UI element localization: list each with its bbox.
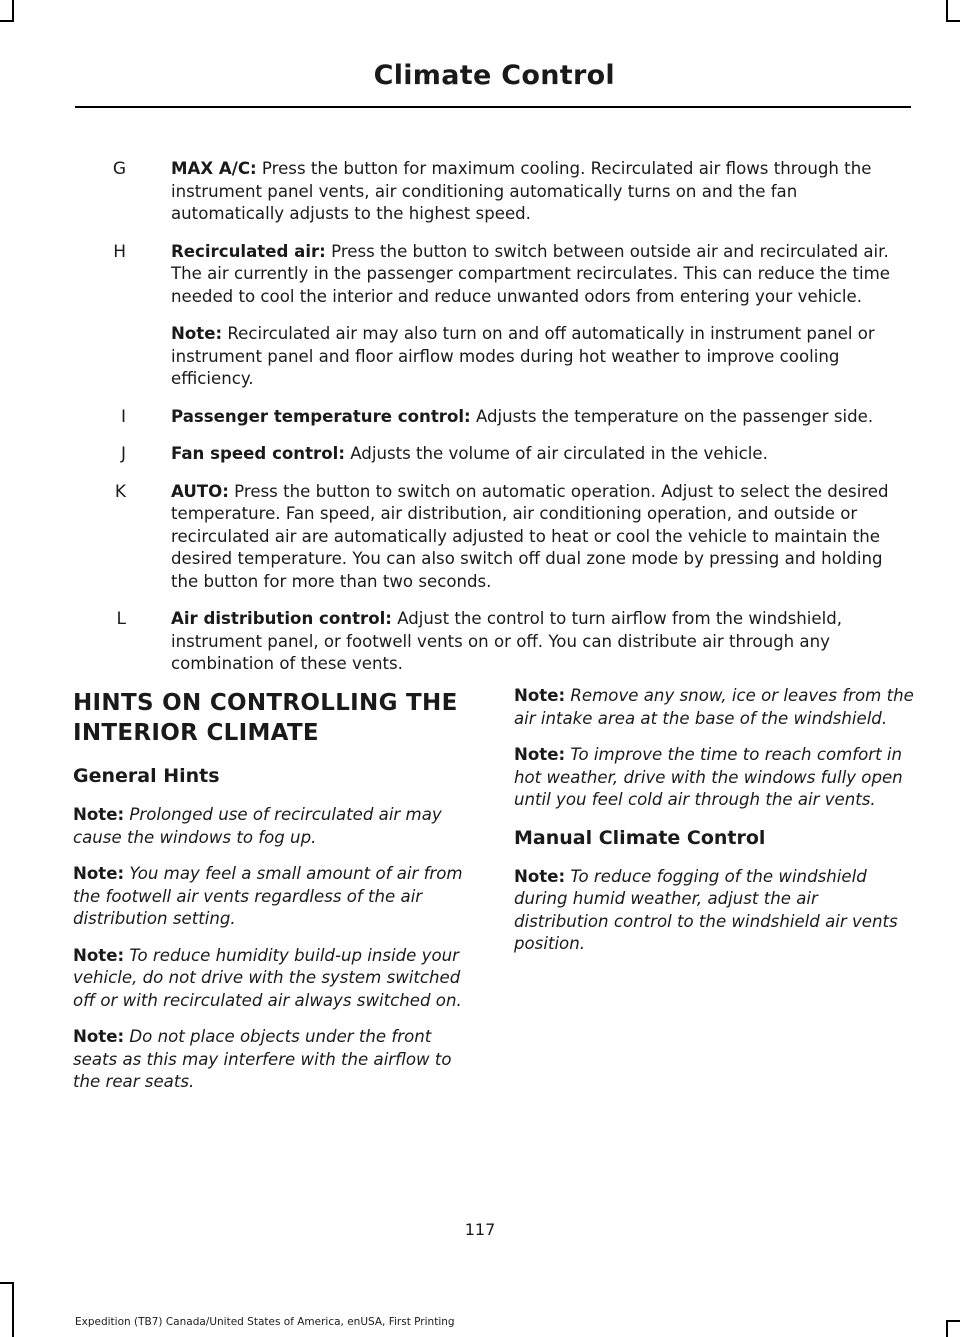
note-text: You may feel a small amount of air from the footwell air vents regardless of the air distribution setting.	[73, 864, 463, 928]
note-paragraph	[514, 744, 914, 812]
note-text: To improve the time to reach comfort in hot weather, drive with the windows fully open until you feel cold air through the air vents.	[514, 745, 903, 809]
definition-text	[171, 158, 902, 226]
definition-term: Recirculated air:	[171, 241, 326, 261]
definition-item-g	[80, 158, 902, 226]
definition-text	[171, 608, 902, 676]
crop-mark	[0, 20, 14, 22]
definition-description: Press the button to switch between outside air and recirculated air. The air currently in the passenger compartment recirculates. This can reduce the time needed to cool the interior and reduce unwanted odors from entering your vehicle.	[171, 241, 890, 306]
definition-item-l	[80, 608, 902, 676]
note-text: Remove any snow, ice or leaves from the air intake area at the base of the windshield.	[514, 686, 914, 728]
general-hints-heading: General Hints	[73, 765, 220, 787]
item-letter: G	[112, 159, 126, 179]
definition-term: Fan speed control:	[171, 444, 345, 463]
edition-footer: Expedition (TB7) Canada/United States of America, enUSA, First Printing	[75, 1316, 455, 1328]
definition-description: Adjusts the volume of air circulated in the vehicle.	[344, 444, 768, 463]
control-definition-list	[80, 158, 902, 691]
item-letter: J	[120, 444, 126, 464]
definition-term: Air distribution control:	[171, 609, 392, 628]
definition-body	[171, 406, 902, 429]
note-text: Do not place objects under the front seats as this may interfere with the airflow to the rear seats.	[73, 1027, 452, 1091]
note-label: Note:	[171, 324, 223, 343]
note-paragraph	[73, 863, 473, 931]
manual-climate-control-heading: Manual Climate Control	[514, 826, 766, 849]
definition-term: AUTO:	[171, 481, 229, 501]
note-label: Note:	[73, 945, 125, 965]
item-letter: L	[116, 609, 126, 629]
note-paragraph	[73, 804, 473, 849]
note-label: Note:	[514, 866, 566, 886]
definition-description: Adjusts the temperature on the passenger side.	[470, 406, 874, 426]
definition-term: MAX A/C:	[171, 159, 257, 178]
note-text: To reduce humidity build-up inside your vehicle, do not drive with the system switched off or with recirculated air always switched on.	[73, 945, 462, 1010]
definition-text	[171, 241, 902, 309]
note-text: Prolonged use of recirculated air may cause the windows to fog up.	[73, 805, 442, 847]
definition-description: Adjust the control to turn airflow from the windshield, instrument panel, or footwell vents on or off. You can distribute air through any combination of these vents.	[171, 609, 843, 673]
note-paragraph	[514, 685, 914, 730]
note-label: Note:	[514, 745, 566, 764]
page-number: 117	[464, 1220, 496, 1239]
note-label: Note:	[514, 686, 566, 705]
crop-mark	[946, 20, 960, 22]
section-heading-line: HINTS ON CONTROLLING THE	[73, 690, 458, 716]
definition-description: Press the button to switch on automatic operation. Adjust to select the desired temperature. Fan speed, air distribution, air conditioning operation, and outside or recirculated air are automatically adjusted to heat or cool the vehicle to maintain the desired temperature. You can also switch off dual zone mode by pressing and holding the button for more than two seconds.	[171, 481, 889, 591]
definition-text	[171, 406, 902, 429]
header-rule	[75, 106, 911, 108]
crop-mark	[946, 1322, 948, 1337]
definition-body	[171, 443, 902, 466]
definition-item-j	[80, 443, 902, 466]
left-column	[73, 685, 473, 1108]
definition-body	[171, 241, 902, 391]
item-letter: K	[114, 481, 126, 502]
page-title: Climate Control	[373, 60, 615, 91]
note-paragraph	[73, 945, 473, 1013]
definition-term: Passenger temperature control:	[171, 406, 471, 426]
item-letter: H	[113, 241, 126, 262]
definition-text	[171, 481, 902, 594]
crop-mark	[946, 1320, 960, 1322]
crop-mark	[12, 1282, 14, 1337]
definition-body	[171, 608, 902, 676]
definition-note	[171, 323, 902, 391]
note-text: To reduce fogging of the windshield during humid weather, adjust the air distribution control to the windshield air vents position.	[514, 866, 898, 953]
section-heading-line: INTERIOR CLIMATE	[73, 720, 319, 746]
note-text: Recirculated air may also turn on and off automatically in instrument panel or instrument panel and floor airflow modes during hot weather to improve cooling efficiency.	[171, 324, 875, 388]
definition-text	[171, 443, 902, 466]
definition-item-k	[80, 481, 902, 594]
right-column	[514, 685, 914, 970]
crop-mark	[0, 1282, 14, 1284]
crop-mark	[946, 0, 948, 20]
definition-item-i	[80, 406, 902, 429]
note-paragraph	[73, 1026, 473, 1094]
note-label: Note:	[73, 864, 125, 883]
item-letter: I	[120, 406, 126, 427]
definition-description: Press the button for maximum cooling. Recirculated air flows through the instrument panel vents, air conditioning automatically turns on and the fan automatically adjusts to the highest speed.	[171, 159, 872, 223]
definition-body	[171, 158, 902, 226]
note-paragraph	[514, 866, 914, 956]
definition-body	[171, 481, 902, 594]
note-label: Note:	[73, 1027, 125, 1046]
definition-item-h	[80, 241, 902, 391]
crop-mark	[12, 0, 14, 20]
section-heading	[73, 685, 473, 748]
note-label: Note:	[73, 805, 125, 824]
